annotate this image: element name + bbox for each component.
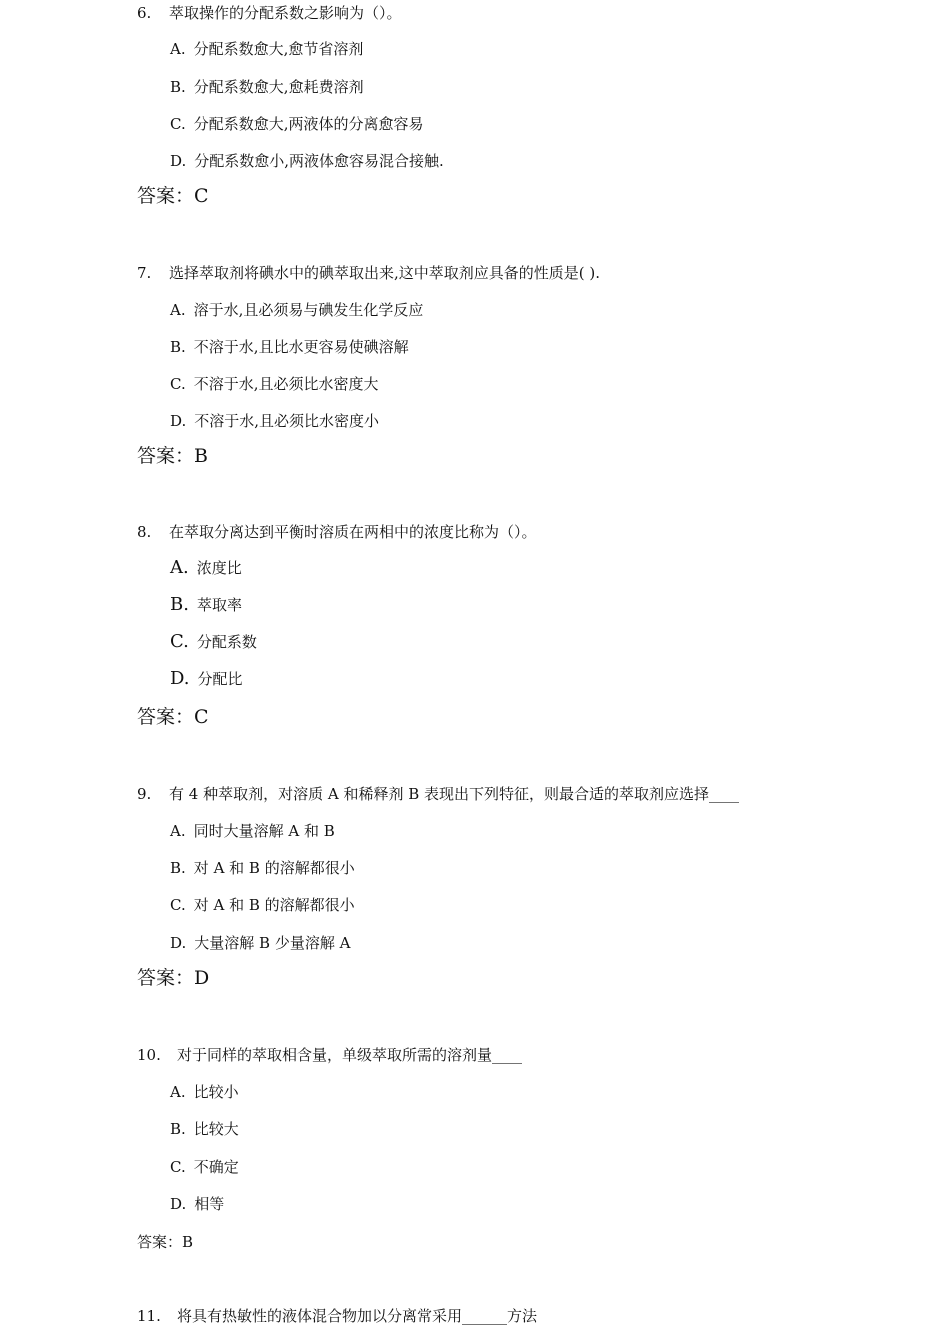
question-text: 选择萃取剂将碘水中的碘萃取出来,这中萃取剂应具备的性质是( ). <box>169 264 601 282</box>
question-6 <box>137 2 402 23</box>
option-7b <box>170 336 409 357</box>
option-letter: C. <box>170 631 189 652</box>
option-letter: A. <box>170 557 189 578</box>
option-letter: A. <box>170 1083 186 1101</box>
question-9 <box>137 783 739 804</box>
option-letter: B. <box>170 1120 186 1138</box>
answer-7: 答案：B <box>137 445 208 467</box>
question-text: 在萃取分离达到平衡时溶质在两相中的浓度比称为（）。 <box>169 523 537 541</box>
option-8b <box>170 594 242 615</box>
option-letter: D. <box>170 668 190 689</box>
option-letter: A. <box>170 40 186 58</box>
question-text: 对于同样的萃取相含量，单级萃取所需的溶剂量____ <box>177 1046 523 1064</box>
option-letter: A. <box>170 822 186 840</box>
option-text: 浓度比 <box>196 559 242 577</box>
option-6c <box>170 113 424 134</box>
option-text: 溶于水,且必须易与碘发生化学反应 <box>193 301 424 319</box>
option-text: 不溶于水,且必须比水密度大 <box>193 375 379 393</box>
question-11 <box>137 1305 537 1326</box>
option-text: 不溶于水,且比水更容易使碘溶解 <box>193 338 409 356</box>
question-number: 7. <box>137 264 152 282</box>
option-letter: D. <box>170 934 187 952</box>
option-text: 萃取率 <box>196 596 242 614</box>
question-number: 11. <box>137 1307 161 1325</box>
option-text: 对 A 和 B 的溶解都很小 <box>193 896 355 914</box>
answer-9: 答案：D <box>137 967 210 989</box>
question-text: 将具有热敏性的液体混合物加以分离常采用______方法 <box>177 1307 538 1325</box>
option-10b <box>170 1118 239 1139</box>
option-text: 分配系数愈大,两液体的分离愈容易 <box>193 115 424 133</box>
option-10a <box>170 1081 239 1102</box>
option-letter: B. <box>170 338 186 356</box>
option-10c <box>170 1156 239 1177</box>
option-9d <box>170 932 350 953</box>
option-6b <box>170 76 364 97</box>
option-text: 分配系数愈小,两液体愈容易混合接触. <box>194 152 444 170</box>
option-7a <box>170 299 423 320</box>
answer-8: 答案：C <box>137 706 209 728</box>
option-9a <box>170 820 335 841</box>
option-6d <box>170 150 444 171</box>
option-letter: B. <box>170 78 186 96</box>
option-text: 同时大量溶解 A 和 B <box>193 822 335 840</box>
option-letter: A. <box>170 301 186 319</box>
option-letter: B. <box>170 594 189 615</box>
option-6a <box>170 38 363 59</box>
answer-6: 答案：C <box>137 185 209 207</box>
option-text: 分配系数愈大,愈耗费溶剂 <box>193 78 364 96</box>
option-letter: D. <box>170 1195 187 1213</box>
option-7c <box>170 373 379 394</box>
question-text: 萃取操作的分配系数之影响为（）。 <box>169 4 402 22</box>
option-10d <box>170 1193 224 1214</box>
option-letter: C. <box>170 375 186 393</box>
option-8a <box>170 557 242 578</box>
question-number: 10. <box>137 1046 161 1064</box>
option-text: 相等 <box>194 1195 225 1213</box>
option-text: 分配比 <box>197 670 243 688</box>
question-text: 有 4 种萃取剂，对溶质 A 和稀释剂 B 表现出下列特征，则最合适的萃取剂应选择____ <box>169 785 740 803</box>
question-10 <box>137 1044 522 1065</box>
option-8c <box>170 631 257 652</box>
question-8 <box>137 521 537 542</box>
option-text: 分配系数愈大,愈节省溶剂 <box>193 40 364 58</box>
option-text: 大量溶解 B 少量溶解 A <box>194 934 351 952</box>
question-number: 8. <box>137 523 152 541</box>
option-letter: C. <box>170 896 186 914</box>
answer-10: 答案：B <box>137 1233 194 1251</box>
question-number: 6. <box>137 4 152 22</box>
option-text: 对 A 和 B 的溶解都很小 <box>193 859 355 877</box>
option-text: 比较大 <box>193 1120 239 1138</box>
option-text: 不溶于水,且必须比水密度小 <box>194 412 380 430</box>
option-letter: C. <box>170 1158 186 1176</box>
option-letter: D. <box>170 152 187 170</box>
option-text: 比较小 <box>193 1083 239 1101</box>
option-letter: B. <box>170 859 186 877</box>
option-letter: D. <box>170 412 187 430</box>
option-9b <box>170 857 355 878</box>
question-number: 9. <box>137 785 152 803</box>
option-text: 不确定 <box>193 1158 239 1176</box>
question-7 <box>137 262 600 283</box>
option-7d <box>170 410 379 431</box>
option-letter: C. <box>170 115 186 133</box>
option-text: 分配系数 <box>196 633 257 651</box>
option-9c <box>170 894 355 915</box>
option-8d <box>170 668 243 689</box>
